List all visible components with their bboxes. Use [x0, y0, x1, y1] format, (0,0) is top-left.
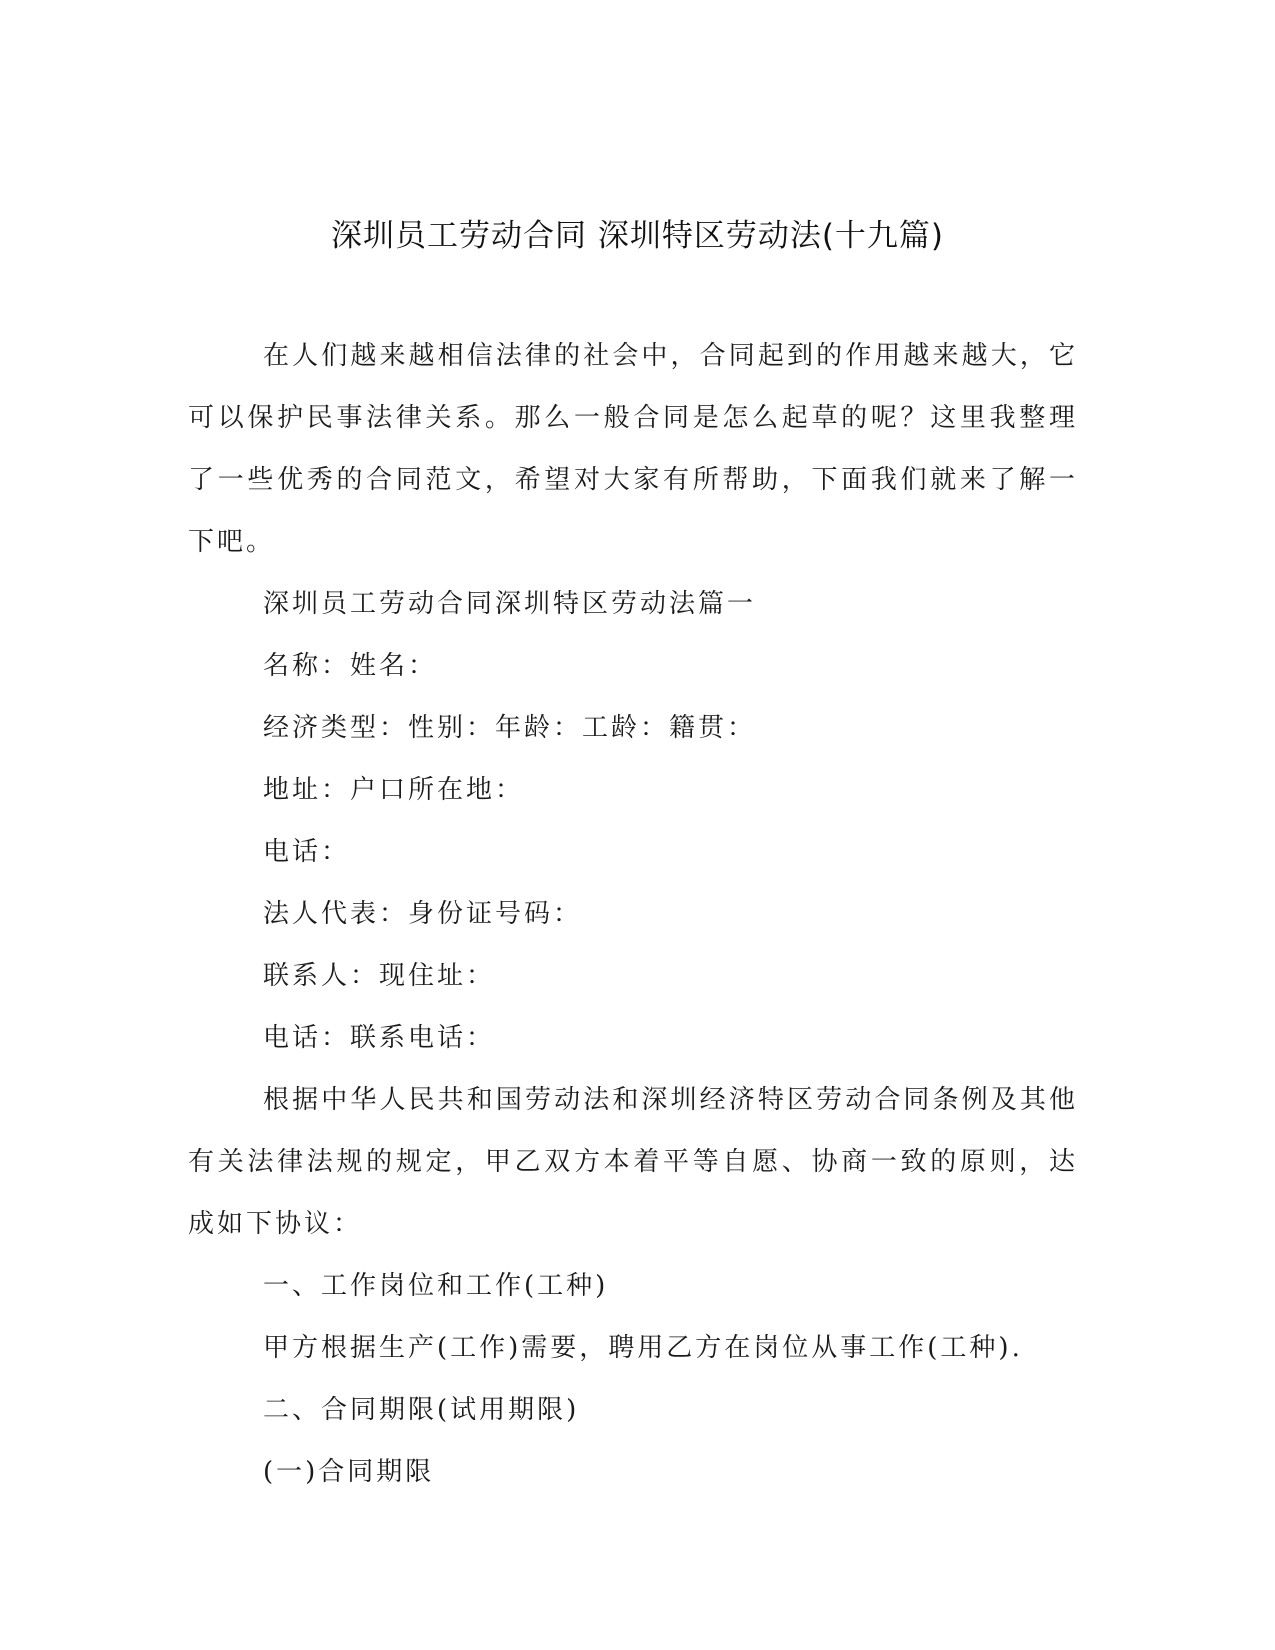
field-line: 地址：户口所在地：: [263, 775, 525, 805]
clause-heading: 一、工作岗位和工作(工种): [263, 1271, 609, 1301]
field-line: 电话：联系电话：: [263, 1023, 496, 1053]
intro-paragraph: 在人们越来越相信法律的社会中，合同起到的作用越来越大，它可以保护民事法律关系。那么一般合同是怎么起草的呢？这里我整理了一些优秀的合同范文，希望对大家有所帮助，下面我们就来了解一下吧。: [188, 341, 1078, 557]
clause-heading: 二、合同期限(试用期限): [263, 1395, 580, 1425]
document-title: 深圳员工劳动合同 深圳特区劳动法(十九篇): [330, 218, 945, 254]
field-line: 法人代表：身份证号码：: [263, 899, 583, 929]
section-heading: 深圳员工劳动合同深圳特区劳动法篇一: [263, 589, 757, 619]
agreement-paragraph: 根据中华人民共和国劳动法和深圳经济特区劳动合同条例及其他有关法律法规的规定，甲乙双方本着平等自愿、协商一致的原则，达成如下协议：: [188, 1085, 1078, 1239]
field-line: 联系人：现住址：: [263, 961, 496, 991]
document-body: [188, 325, 1078, 1503]
clause-text: 甲方根据生产(工作)需要，聘用乙方在岗位从事工作(工种).: [263, 1333, 1023, 1363]
sub-clause-heading: (一)合同期限: [263, 1457, 435, 1487]
field-line: 经济类型：性别：年龄：工龄：籍贯：: [263, 713, 757, 743]
field-line: 名称：姓名：: [263, 651, 438, 681]
field-line: 电话：: [263, 837, 351, 867]
